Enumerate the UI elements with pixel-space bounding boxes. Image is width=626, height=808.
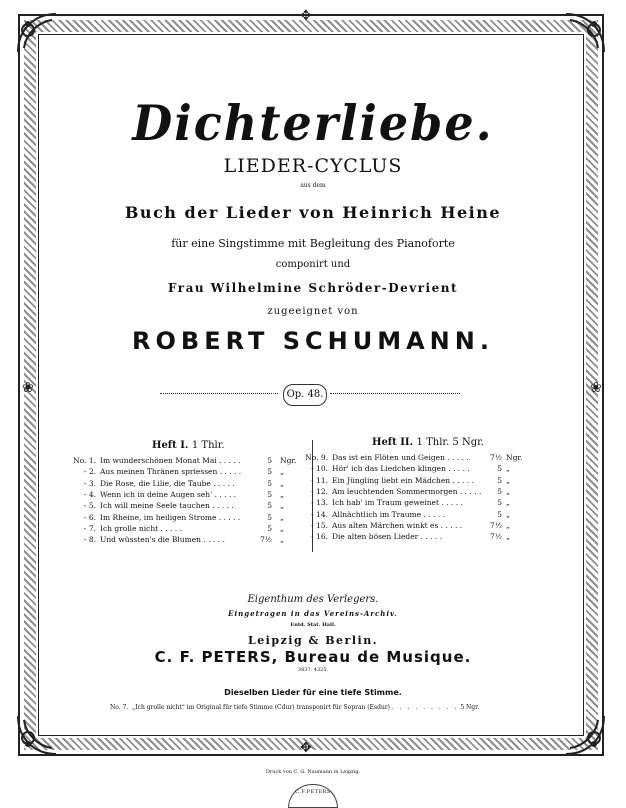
song-price: 5 xyxy=(267,456,272,465)
heft2-song-row xyxy=(304,532,442,541)
song-price: 5 xyxy=(497,509,502,519)
opus-badge: Op. 48. xyxy=(283,384,327,406)
printer-text: Druck von C. G. Naumann in Leipzig. xyxy=(265,769,361,775)
song-title: Im wunderschönen Monat Mai xyxy=(100,456,217,465)
song-price: 7½ xyxy=(489,520,502,530)
song-number: - 14. xyxy=(311,509,328,519)
song-number: - 15. xyxy=(311,520,328,530)
corner-ornament-icon xyxy=(14,10,60,56)
heft1-song-row xyxy=(72,467,241,476)
song-price-unit: „ xyxy=(506,520,510,530)
song-number: - 7. xyxy=(83,523,96,533)
leader-dots: . . . . . xyxy=(444,453,469,462)
song-number: - 8. xyxy=(83,535,96,545)
song-price: 7½ xyxy=(489,453,502,462)
song-title: Ich will meine Seele tauchen xyxy=(100,501,210,511)
registered-text: Eingetragen in das Vereins-Archiv. xyxy=(228,609,398,618)
song-price-unit: „ xyxy=(280,478,284,488)
right-ornament-icon: ❀ xyxy=(590,380,602,396)
heft1-song-row xyxy=(72,456,241,465)
publisher-name: C. F. PETERS, Bureau de Musique. xyxy=(154,648,472,666)
heft2-song-row xyxy=(304,464,470,473)
leader-dots: . . . . . xyxy=(450,475,474,485)
composed-text: componirt und xyxy=(275,259,351,270)
song-price-unit: „ xyxy=(506,532,510,542)
no7-line: No. 7. „Ich grolle nicht“ im Original für tiefe Stimme (Cdur) transponirt für Sopran (Esdur) . . . . . . . . . 5 Ngr. xyxy=(110,704,480,711)
song-title: Wenn ich in deine Augen seh' xyxy=(100,489,213,499)
song-title: Ich hab' im Traum geweinet xyxy=(332,498,439,508)
song-price: 5 xyxy=(267,489,272,499)
song-price: 5 xyxy=(497,498,502,508)
song-price-unit: „ xyxy=(280,523,284,533)
corner-ornament-icon xyxy=(14,712,60,758)
song-title: Am leuchtenden Sommermorgen xyxy=(332,486,458,496)
heft1-header xyxy=(152,440,225,451)
song-price: 5 xyxy=(267,467,272,477)
leader-dots: . . . . . xyxy=(421,509,445,519)
leader-dots: . . . . . xyxy=(445,464,470,474)
leader-dots: . . . . . xyxy=(209,501,234,511)
aus-dem-text: aus dem xyxy=(300,182,326,189)
heft1-label: Heft I. xyxy=(152,440,189,451)
song-number: - 11. xyxy=(311,475,328,485)
leader-dots: . . . . . xyxy=(158,523,183,533)
song-price: 7½ xyxy=(489,532,502,542)
song-price-unit: „ xyxy=(280,467,284,477)
song-number: - 3. xyxy=(83,478,96,488)
heft2-song-row xyxy=(304,453,469,462)
heft2-song-row xyxy=(304,521,462,530)
heft1-song-row xyxy=(72,479,235,488)
song-price-unit: Ngr. xyxy=(280,456,297,465)
song-price: 5 xyxy=(267,478,272,488)
song-number: - 12. xyxy=(311,486,328,496)
song-price-unit: „ xyxy=(506,486,510,496)
ownership-text: Eigenthum des Verlegers. xyxy=(247,594,379,605)
song-title: Die alten bösen Lieder xyxy=(332,532,419,542)
subtitle: LIEDER-CYCLUS xyxy=(223,155,403,177)
song-price-unit: „ xyxy=(280,512,284,522)
leader-dots: . . . . . xyxy=(439,498,463,508)
publisher-stamp: C.F.PETERS xyxy=(288,784,338,808)
heft2-price: 1 Thlr. 5 Ngr. xyxy=(416,437,484,448)
heft2-song-row xyxy=(304,487,481,496)
bottom-ornament-icon: ✥ xyxy=(300,740,312,756)
dedicated-by-text: zugeeignet von xyxy=(267,306,359,317)
song-title: Das ist ein Flöten und Geigen xyxy=(332,453,445,462)
corner-ornament-icon xyxy=(562,712,608,758)
corner-ornament-icon xyxy=(562,10,608,56)
song-price-unit: Ngr. xyxy=(506,453,523,462)
heft2-label: Heft II. xyxy=(372,437,414,448)
low-voice-heading: Dieselben Lieder für eine tiefe Stimme. xyxy=(224,688,402,697)
song-title: Und wüssten's die Blumen xyxy=(100,535,202,545)
heft1-song-row xyxy=(72,535,225,544)
song-price-unit: „ xyxy=(280,489,284,499)
song-number: - 13. xyxy=(311,498,328,508)
song-number: - 10. xyxy=(311,464,328,474)
page-title: Dichterliebe. xyxy=(132,94,494,152)
song-title: Ein Jüngling liebt ein Mädchen xyxy=(332,475,451,485)
top-ornament-icon: ✥ xyxy=(300,8,312,24)
song-number: - 4. xyxy=(83,489,96,499)
song-title: Aus meinen Thränen spriessen xyxy=(100,467,218,477)
plate-number: 3837. 4325. xyxy=(297,667,329,673)
song-number: No. 9. xyxy=(305,453,328,462)
leader-dots: . . . . . xyxy=(210,478,235,488)
stat-hall-text: Entd. Stat. Hall. xyxy=(290,622,336,628)
no7-number: No. 7. xyxy=(110,704,129,711)
heft1-song-row xyxy=(72,513,240,522)
divider-left xyxy=(160,393,278,394)
leader-dots: . . . . . xyxy=(438,520,463,530)
song-price: 5 xyxy=(497,486,502,496)
song-price: 7½ xyxy=(259,535,272,545)
song-price-unit: „ xyxy=(280,535,284,545)
heft2-song-row xyxy=(304,476,474,485)
song-title: Im Rheine, im heiligen Strome xyxy=(100,512,217,522)
song-number: - 6. xyxy=(83,512,96,522)
no7-text: „Ich grolle nicht“ im Original für tiefe Stimme (Cdur) transponirt für Sopran (Esdur) xyxy=(132,704,391,711)
song-title: Aus alten Märchen winkt es xyxy=(332,520,439,530)
song-price-unit: „ xyxy=(506,475,510,485)
song-number: No. 1. xyxy=(73,456,96,465)
song-price-unit: „ xyxy=(506,498,510,508)
song-price: 5 xyxy=(267,512,272,522)
leader-dots: . . . . . xyxy=(418,532,443,542)
heft1-song-row xyxy=(72,490,236,499)
leader-dots: . . . . . xyxy=(216,456,241,465)
song-number: - 5. xyxy=(83,501,96,511)
heft1-song-row xyxy=(72,524,182,533)
song-price-unit: „ xyxy=(506,464,510,474)
city-text: Leipzig & Berlin. xyxy=(247,634,379,647)
song-title: Hör' ich das Liedchen klingen xyxy=(332,464,446,474)
leader-dots: . . . . . xyxy=(457,486,482,496)
song-price: 5 xyxy=(497,475,502,485)
heft2-song-row xyxy=(304,498,463,507)
song-price: 5 xyxy=(267,501,272,511)
heft2-header xyxy=(372,437,484,448)
divider-right xyxy=(330,393,460,394)
song-price: 5 xyxy=(267,523,272,533)
voice-text: für eine Singstimme mit Begleitung des Pianoforte xyxy=(171,237,455,250)
book-title: Buch der Lieder von Heinrich Heine xyxy=(124,203,502,222)
left-ornament-icon: ❀ xyxy=(22,380,34,396)
dedicatee: Frau Wilhelmine Schröder-Devrient xyxy=(167,281,459,295)
heft1-price: 1 Thlr. xyxy=(191,440,225,451)
song-price-unit: „ xyxy=(506,509,510,519)
no7-price: 5 Ngr. xyxy=(460,704,480,711)
song-price-unit: „ xyxy=(280,501,284,511)
song-price: 5 xyxy=(497,464,502,474)
composer-name: ROBERT SCHUMANN. xyxy=(132,327,494,355)
song-title: Die Rose, die Lilie, die Taube xyxy=(100,478,211,488)
song-title: Ich grolle nicht xyxy=(100,523,159,533)
song-number: - 2. xyxy=(83,467,96,477)
leader-dots: . . . . . xyxy=(201,535,225,545)
leader-dots: . . . . . xyxy=(217,467,242,477)
leader-dots: . . . . . xyxy=(216,512,241,522)
heft1-song-row xyxy=(72,501,234,510)
song-number: - 16. xyxy=(311,532,328,542)
heft2-song-row xyxy=(304,510,445,519)
leader-dots: . . . . . xyxy=(212,489,237,499)
song-title: Allnächtlich im Traume xyxy=(332,509,422,519)
